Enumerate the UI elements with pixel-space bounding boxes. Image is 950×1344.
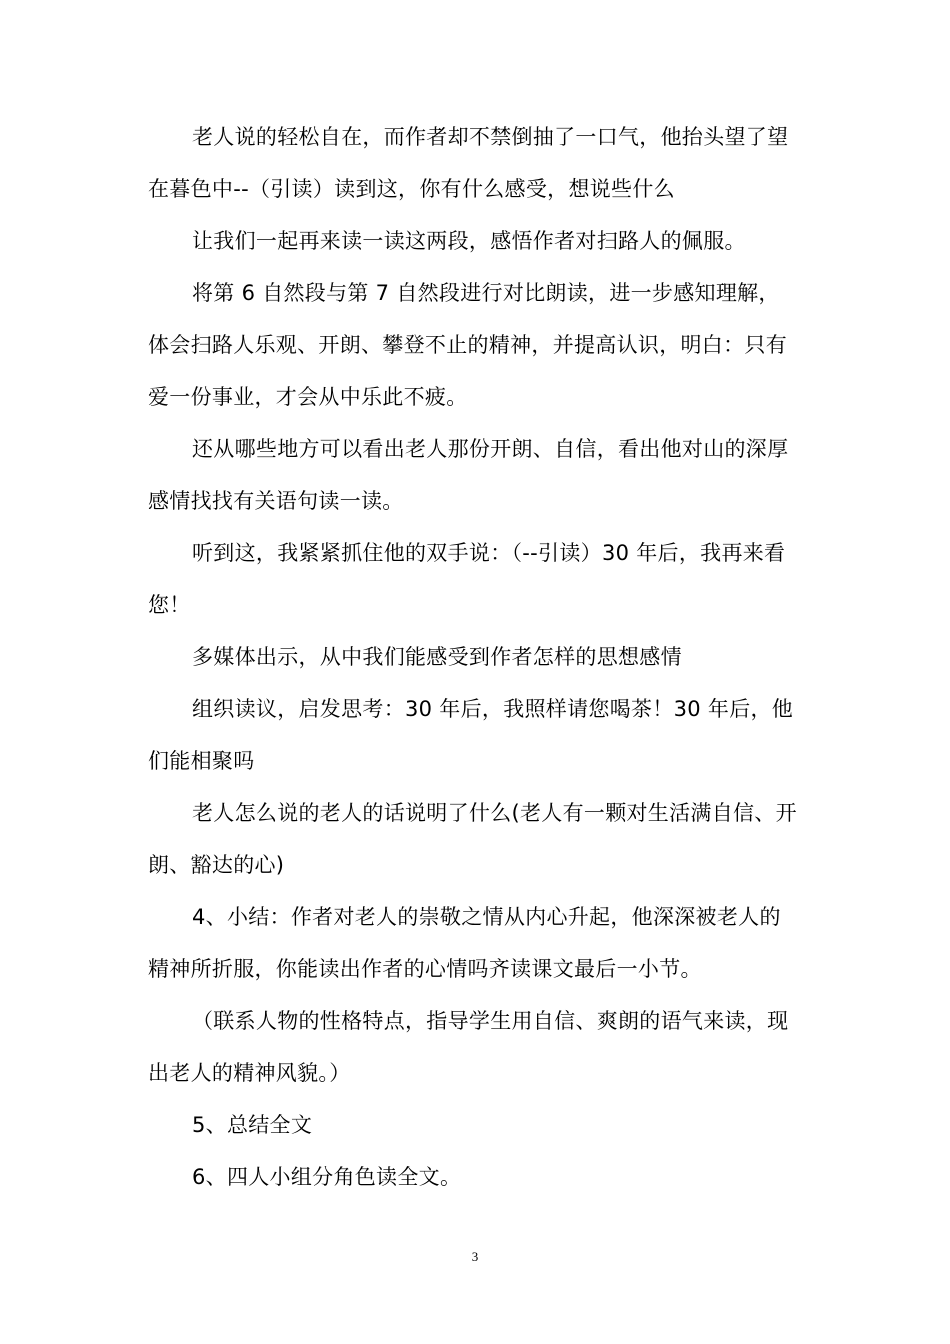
paragraph-8: 老人怎么说的老人的话说明了什么(老人有一颗对生活满自信、开朗、豁达的心) [148,801,797,877]
paragraph-7: 组织读议，启发思考：30 年后，我照样请您喝茶！30 年后，他们能相聚吗 [148,697,794,773]
paragraph-12: 6、四人小组分角色读全文。 [192,1165,462,1189]
paragraph-5: 听到这，我紧紧抓住他的双手说：（--引读）30 年后，我再来看您！ [148,541,786,617]
paragraph-1: 老人说的轻松自在，而作者却不禁倒抽了一口气，他抬头望了望在暮色中--（引读）读到这，你有什么感受，想说些什么 [148,125,789,201]
paragraph-6: 多媒体出示，从中我们能感受到作者怎样的思想感情 [192,645,682,669]
paragraph-4: 还从哪些地方可以看出老人那份开朗、自信，看出他对山的深厚感情找找有关语句读一读。 [148,437,789,513]
paragraph-11: 5、总结全文 [192,1113,313,1137]
document-body [148,111,800,1203]
paragraph-3: 将第 6 自然段与第 7 自然段进行对比朗读，进一步感知理解，体会扫路人乐观、开朗、攀登不止的精神，并提高认识，明白：只有爱一份事业，才会从中乐此不疲。 [148,281,787,409]
paragraph-2: 让我们一起再来读一读这两段，感悟作者对扫路人的佩服。 [192,229,746,253]
paragraph-9: 4、小结：作者对老人的崇敬之情从内心升起，他深深被老人的精神所折服，你能读出作者的心情吗齐读课文最后一小节。 [148,905,781,981]
page-number: 3 [471,1249,479,1264]
paragraph-10: （联系人物的性格特点，指导学生用自信、爽朗的语气来读，现出老人的精神风貌。） [148,1009,789,1085]
